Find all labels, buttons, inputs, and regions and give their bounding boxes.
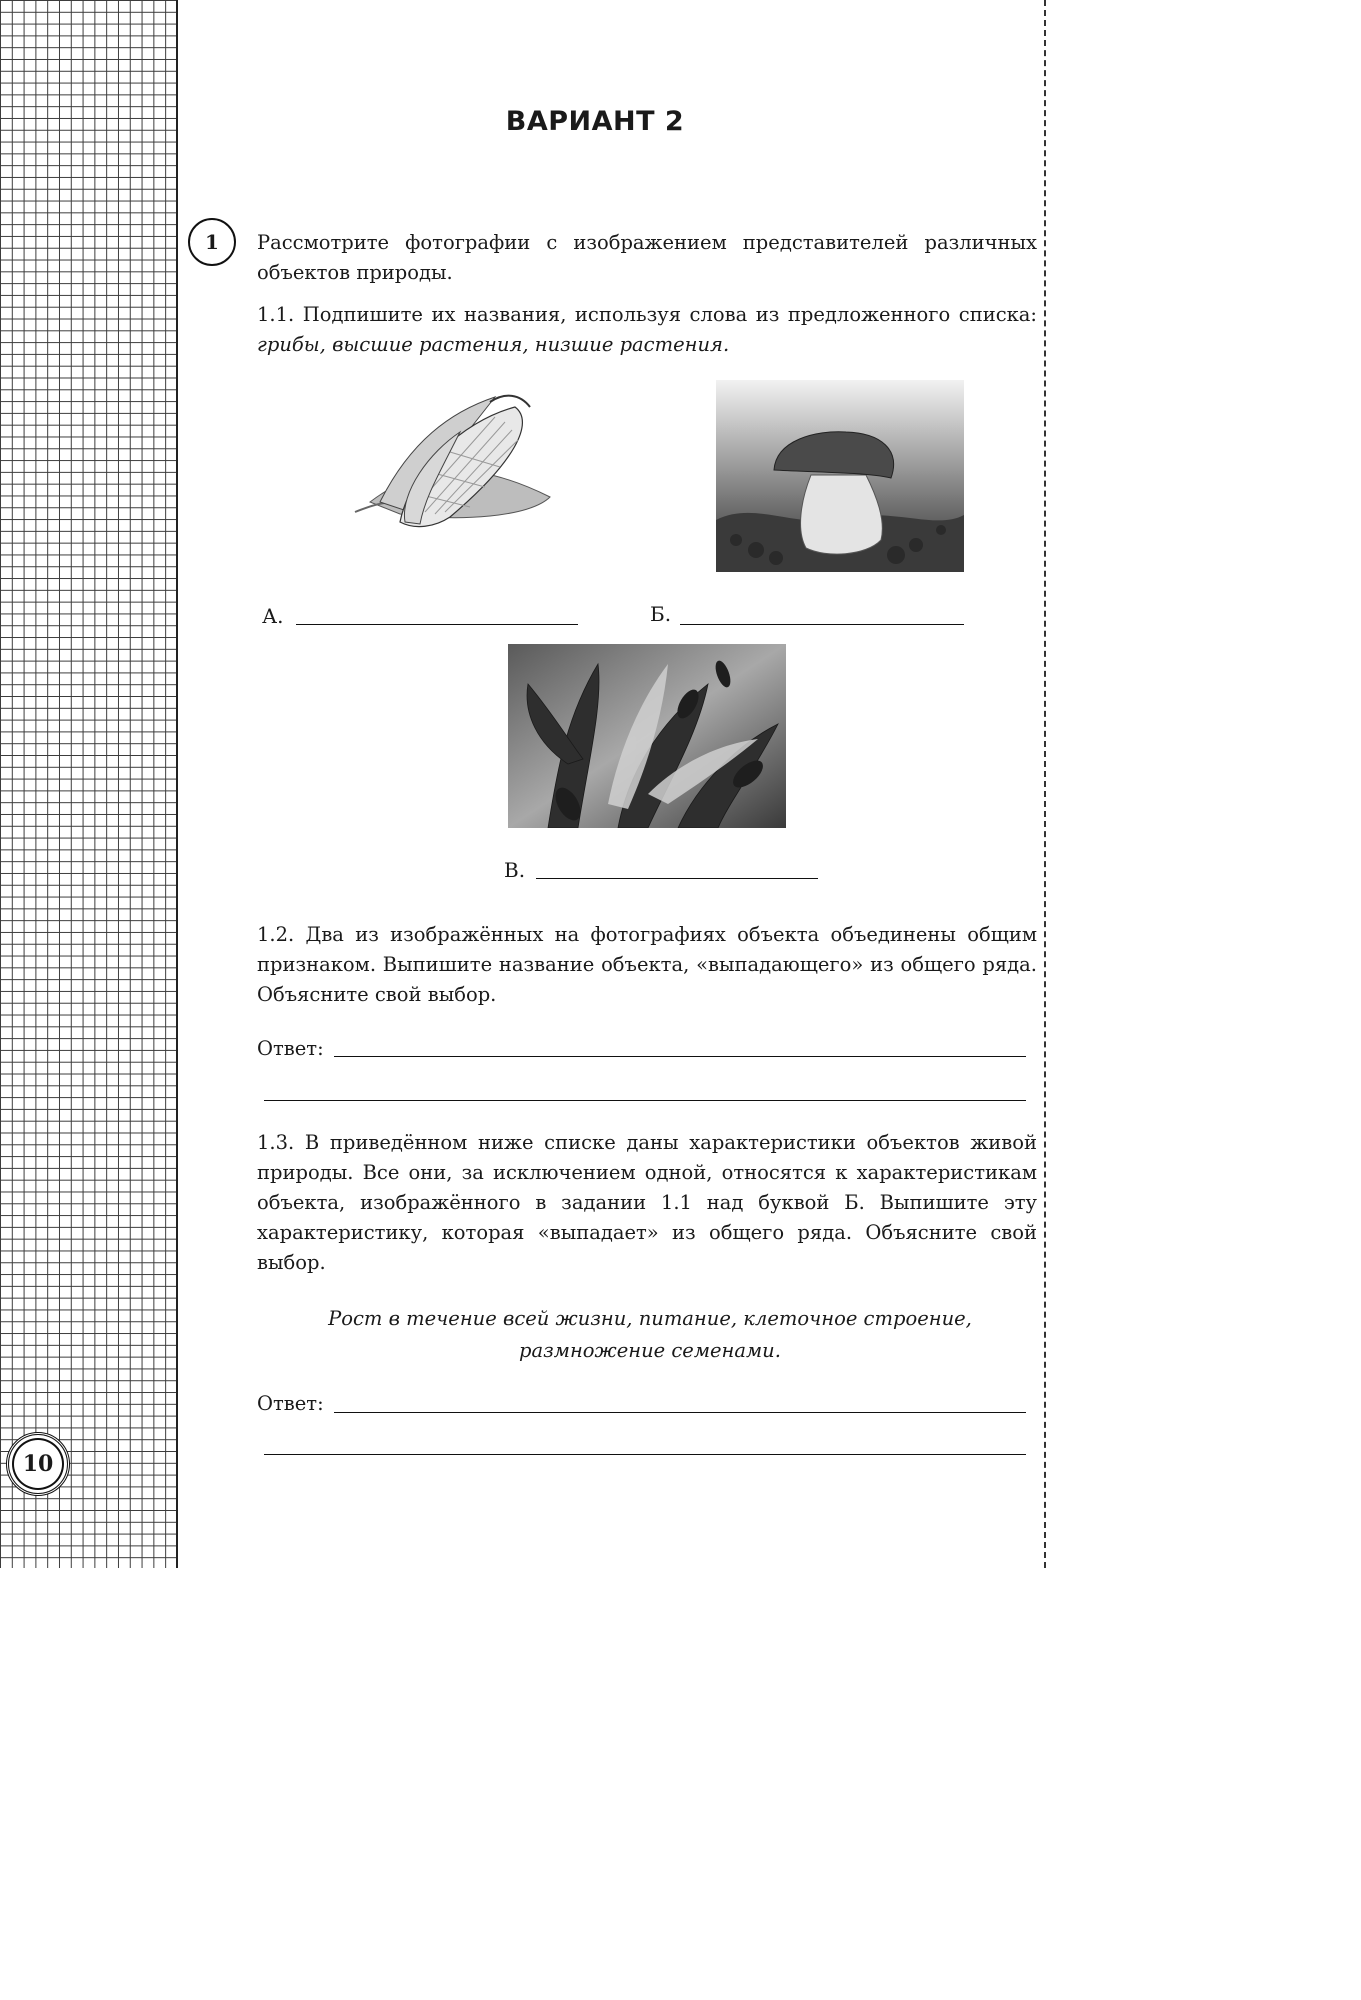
question-1-1-list: грибы, высшие растения, низшие растения.	[257, 333, 730, 356]
task-number-badge	[188, 218, 236, 266]
question-1-2: 1.2. Два из изображённых на фотографиях объекта объединены общим признаком. Выпишите название объекта, «выпадающего» из общего ряда. Объясните свой выбор.	[257, 923, 1037, 1006]
question-1-1-text: 1.1. Подпишите их названия, используя слова из предложенного списка:	[257, 303, 1037, 326]
task-intro: Рассмотрите фотографии с изображением представителей различных объектов природы.	[257, 231, 1037, 284]
label-a: А.	[262, 604, 284, 628]
label-b: Б.	[650, 602, 672, 626]
grid-margin	[0, 0, 178, 1568]
answer-line-1-2a[interactable]	[334, 1056, 1026, 1057]
characteristics-line-2: размножение семенами.	[519, 1339, 781, 1362]
answer-line-a[interactable]	[296, 624, 578, 625]
answer-line-1-2b[interactable]	[264, 1100, 1026, 1101]
label-v: В.	[504, 858, 526, 882]
characteristics-line-1: Рост в течение всей жизни, питание, клеточное строение,	[328, 1307, 972, 1330]
answer-line-b[interactable]	[680, 624, 964, 625]
mushroom-icon	[716, 380, 964, 572]
characteristics-list	[290, 1303, 1010, 1367]
page-number-text: 10	[22, 1451, 54, 1477]
question-1-3: 1.3. В приведённом ниже списке даны характеристики объектов живой природы. Все они, за исключением одной, относятся к характеристикам объекта, изображённого в задании 1.1 над буквой Б. Выпишите эту характеристику, которая «выпадает» из общего ряда. Объясните свой выбор.	[257, 1131, 1037, 1274]
answer-line-1-3b[interactable]	[264, 1454, 1026, 1455]
answer-label-1-2: Ответ:	[257, 1037, 324, 1060]
question-1-1	[257, 300, 1037, 360]
page-title: ВАРИАНТ 2	[505, 106, 685, 137]
task-number-text: 1	[205, 230, 219, 254]
answer-line-1-3a[interactable]	[334, 1412, 1026, 1413]
page-number	[6, 1432, 70, 1496]
corn-icon	[340, 382, 570, 532]
cut-line	[1044, 0, 1046, 1568]
answer-label-1-3: Ответ:	[257, 1392, 324, 1415]
seaweed-icon	[508, 644, 786, 828]
answer-line-v[interactable]	[536, 878, 818, 879]
